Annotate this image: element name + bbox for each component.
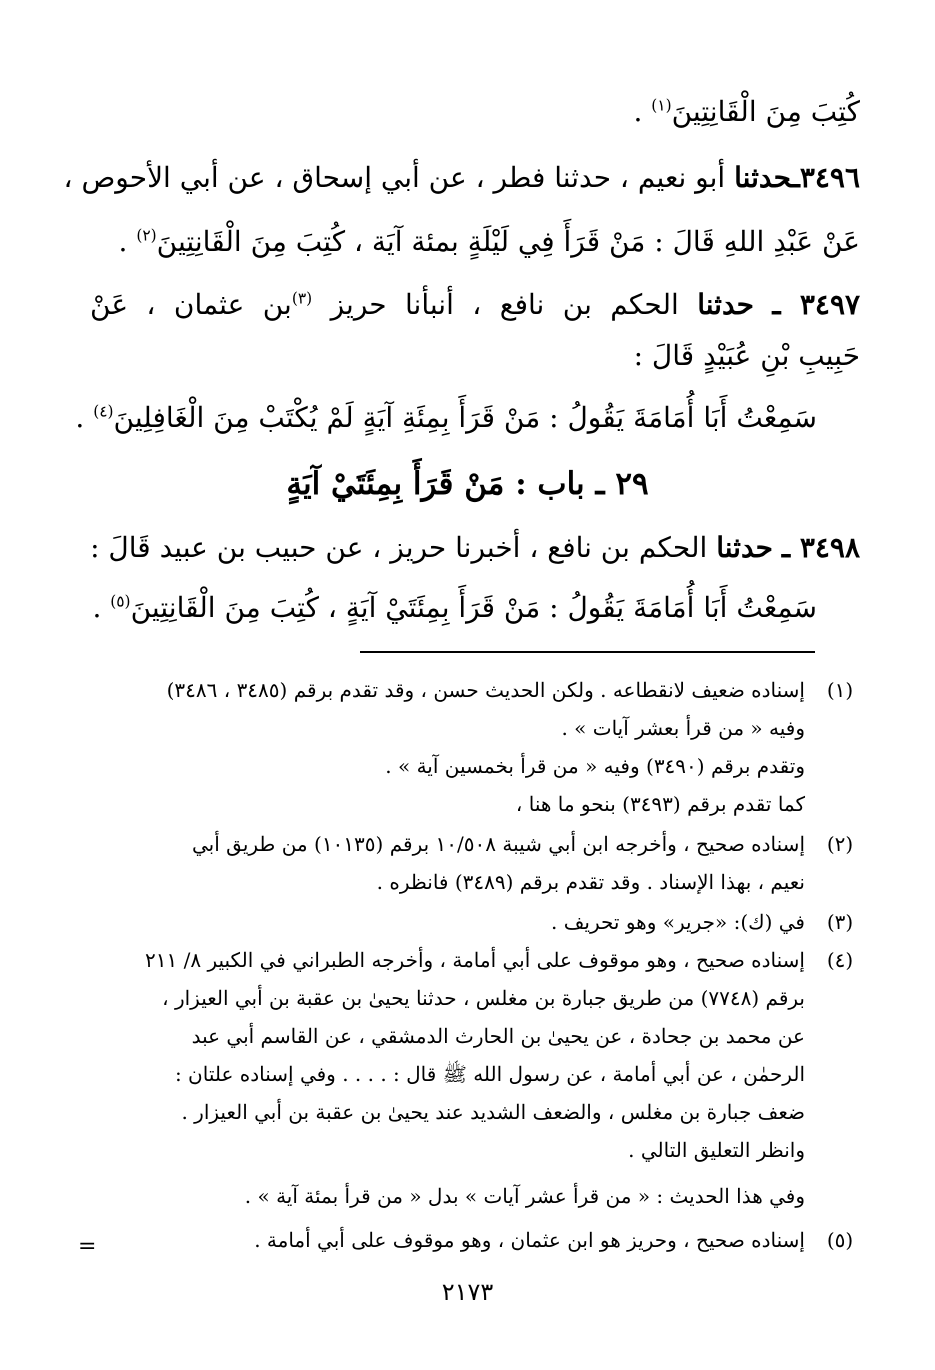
chapter-heading: ٢٩ ـ باب : مَنْ قَرَأَ بِمِئَتَيْ آيَةٍ bbox=[286, 466, 649, 502]
hadith-3496 bbox=[64, 158, 860, 198]
footnote-1-line: وتقدم برقم (٣٤٩٠) وفيه « من قرأ بخمسين آية » . bbox=[385, 754, 805, 778]
hadith-number: ٣٤٩٨ ـ bbox=[781, 531, 860, 564]
narration-keyword: حدثنا bbox=[697, 288, 754, 321]
matn-text: سَمِعْتُ أَبَا أُمَامَةَ يَقُولُ : مَنْ قَرَأَ بِمِئَةِ آيَةٍ لَمْ يُكْتَبْ مِنَ الْغَافِلِينَ bbox=[113, 401, 817, 434]
text-line-1 bbox=[633, 92, 860, 132]
footnote-ref-4[interactable]: (٤) bbox=[93, 402, 114, 421]
footnote-4-line: برقم (٧٧٤٨) من طريق جبارة بن مغلس ، حدثنا يحيىٰ بن عقبة بن أبي العيزار ، bbox=[162, 986, 805, 1010]
footnote-4-line: وفي هذا الحديث : « من قرأ عشر آيات » بدل « من قرأ بمئة آية » . bbox=[244, 1184, 805, 1208]
matn-text: عَنْ عَبْدِ اللهِ قَالَ : مَنْ قَرَأَ فِي لَيْلَةٍ بمئة آيَة ، كُتِبَ مِنَ الْقَانِتِينَ bbox=[156, 225, 860, 258]
matn-text: سَمِعْتُ أَبَا أُمَامَةَ يَقُولُ : مَنْ قَرَأَ بِمِئَتَيْ آيَةٍ ، كُتِبَ مِنَ الْقَانِتِينَ bbox=[130, 591, 817, 624]
punctuation: . bbox=[92, 591, 111, 624]
footnote-1-line: إسناده ضعيف لانقطاعه . ولكن الحديث حسن ، وقد تقدم برقم (٣٤٨٥ ، ٣٤٨٦) bbox=[166, 678, 805, 702]
footnote-2-line: نعيم ، بهذا الإسناد . وقد تقدم برقم (٣٤٨٩) فانظره . bbox=[376, 870, 805, 894]
footnote-4-number: (٤) bbox=[826, 948, 854, 972]
footnote-4-line: عن محمد بن جحادة ، عن يحيىٰ بن الحارث الدمشقي ، عن القاسم أبي عبد bbox=[191, 1024, 805, 1048]
hadith-3497 bbox=[90, 285, 860, 325]
page-number: ٢١٧٣ bbox=[441, 1278, 494, 1306]
isnad-text: الحكم بن نافع ، أخبرنا حريز ، عن حبيب بن عبيد قَالَ : bbox=[90, 531, 717, 564]
footnote-4-line: إسناده صحيح ، وهو موقوف على أبي أمامة ، وأخرجه الطبراني في الكبير ٨/ ٢١١ bbox=[145, 948, 805, 972]
hadith-number: ٣٤٩٧ ـ bbox=[772, 288, 861, 321]
narration-keyword: حدثنا bbox=[716, 531, 773, 564]
punctuation: . bbox=[633, 95, 652, 128]
punctuation: . bbox=[75, 401, 94, 434]
footnote-ref-1[interactable]: (١) bbox=[651, 96, 672, 115]
footnote-1-number: (١) bbox=[826, 678, 854, 702]
footnote-5-number: (٥) bbox=[826, 1228, 854, 1252]
hadith-number: ٣٤٩٦ـ bbox=[791, 161, 860, 194]
hadith-3498 bbox=[90, 528, 860, 568]
isnad-text: حَبِيبِ بْنِ عُبَيْدٍ قَالَ : bbox=[633, 339, 860, 372]
narration-keyword: حدثنا bbox=[734, 161, 792, 194]
footnote-4-line: ضعف جبارة بن مغلس ، والضعف الشديد عند يحيىٰ بن عقبة بن أبي العيزار . bbox=[181, 1100, 805, 1124]
footnote-2-number: (٢) bbox=[826, 832, 854, 856]
margin-mark: = bbox=[78, 1234, 97, 1259]
footnote-2-line: إسناده صحيح ، وأخرجه ابن أبي شيبة ١٠/٥٠٨ برقم (١٠١٣٥) من طريق أبي bbox=[192, 832, 805, 856]
footnote-ref-3[interactable]: (٣) bbox=[291, 289, 313, 308]
hadith-3496-matn bbox=[119, 222, 860, 262]
footnote-ref-2[interactable]: (٢) bbox=[136, 226, 157, 245]
isnad-text: الحكم بن نافع ، أنبأنا حريز bbox=[312, 288, 698, 321]
footnote-3-line: في (ك): «جرير» وهو تحريف . bbox=[551, 910, 805, 934]
punctuation: . bbox=[118, 225, 137, 258]
hadith-3498-matn bbox=[92, 588, 817, 628]
isnad-text: أبو نعيم ، حدثنا فطر ، عن أبي إسحاق ، عن أبي الأحوص ، bbox=[63, 161, 735, 194]
footnote-4-line: الرحمٰن ، عن أبي أمامة ، عن رسول الله ﷺ قال : . . . . وفي إسناده علتان : bbox=[174, 1062, 805, 1086]
main-text: كُتِبَ مِنَ الْقَانِتِينَ bbox=[671, 95, 860, 128]
isnad-text-cont: بن عثمان ، عَنْ bbox=[90, 288, 292, 321]
footnote-4-line: وانظر التعليق التالي . bbox=[628, 1138, 805, 1162]
footnote-separator bbox=[360, 651, 815, 653]
footnote-1-line: كما تقدم برقم (٣٤٩٣) بنحو ما هنا ، bbox=[515, 792, 805, 816]
hadith-3497-cont bbox=[634, 336, 860, 376]
footnote-1-line: وفيه « من قرأ بعشر آيات » . bbox=[561, 716, 805, 740]
hadith-3497-matn bbox=[75, 398, 817, 438]
footnote-ref-5[interactable]: (٥) bbox=[110, 592, 131, 611]
footnote-3-number: (٣) bbox=[826, 910, 854, 934]
footnote-5-line: إسناده صحيح ، وحريز هو ابن عثمان ، وهو موقوف على أبي أمامة . bbox=[254, 1228, 805, 1252]
